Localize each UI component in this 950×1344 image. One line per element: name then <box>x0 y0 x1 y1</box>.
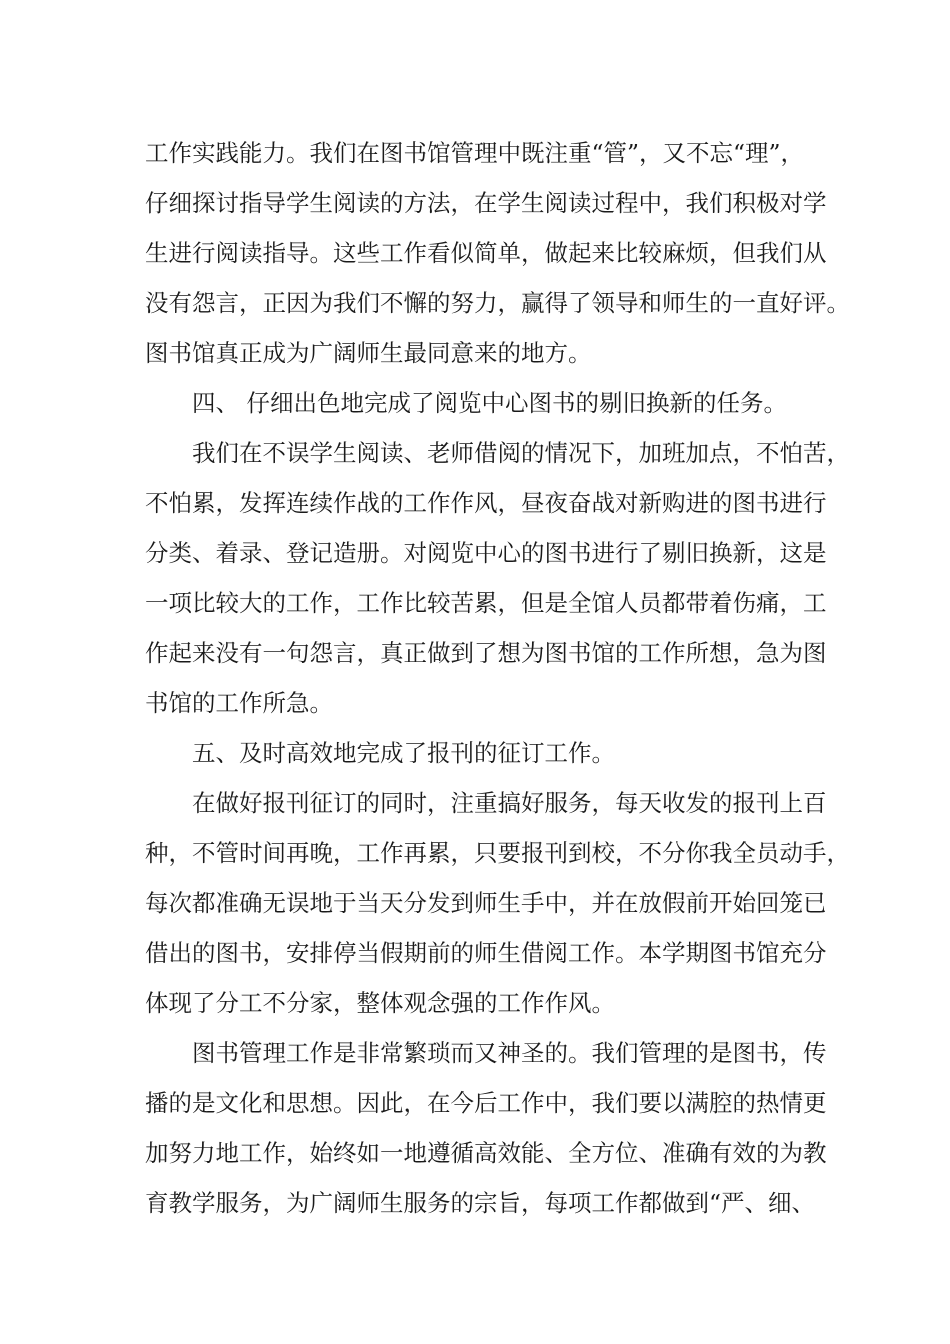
text-line: 我们在不误学生阅读、老师借阅的情况下，加班加点，不怕苦， <box>192 439 850 467</box>
text-line: 生进行阅读指导。这些工作看似简单，做起来比较麻烦，但我们从 <box>145 239 827 267</box>
text-line: 仔细探讨指导学生阅读的方法，在学生阅读过程中，我们积极对学 <box>145 189 827 217</box>
text-line: 一项比较大的工作，工作比较苦累，但是全馆人员都带着伤痛，工 <box>145 589 827 617</box>
document-body <box>145 128 850 1228</box>
text-line: 作起来没有一句怨言，真正做到了想为图书馆的工作所想，急为图 <box>145 639 827 667</box>
text-line: 分类、着录、登记造册。对阅览中心的图书进行了剔旧换新，这是 <box>145 539 827 567</box>
text-line: 图书馆真正成为广阔师生最同意来的地方。 <box>145 339 592 367</box>
text-line: 没有怨言，正因为我们不懈的努力，赢得了领导和师生的一直好评。 <box>145 289 850 317</box>
text-line: 书馆的工作所急。 <box>145 689 333 717</box>
text-line: 工作实践能力。我们在图书馆管理中既注重“管”，又不忘“理”， <box>145 139 805 167</box>
text-line: 每次都准确无误地于当天分发到师生手中，并在放假前开始回笼已 <box>145 889 827 917</box>
text-line: 图书管理工作是非常繁琐而又神圣的。我们管理的是图书，传 <box>192 1039 827 1067</box>
text-line: 在做好报刊征订的同时，注重搞好服务，每天收发的报刊上百 <box>192 789 827 817</box>
text-line: 种，不管时间再晚，工作再累，只要报刊到校，不分你我全员动手， <box>145 839 850 867</box>
text-line: 播的是文化和思想。因此，在今后工作中，我们要以满腔的热情更 <box>145 1089 827 1117</box>
section-heading: 四、 仔细出色地完成了阅览中心图书的剔旧换新的任务。 <box>192 389 787 417</box>
text-line: 加努力地工作，始终如一地遵循高效能、全方位、准确有效的为教 <box>145 1139 827 1167</box>
text-line: 不怕累，发挥连续作战的工作作风，昼夜奋战对新购进的图书进行 <box>145 489 827 517</box>
text-line: 体现了分工不分家，整体观念强的工作作风。 <box>145 989 615 1017</box>
section-heading: 五、及时高效地完成了报刊的征订工作。 <box>192 739 615 767</box>
text-line: 育教学服务，为广阔师生服务的宗旨，每项工作都做到“严、细、 <box>145 1189 816 1217</box>
text-line: 借出的图书，安排停当假期前的师生借阅工作。本学期图书馆充分 <box>145 939 827 967</box>
